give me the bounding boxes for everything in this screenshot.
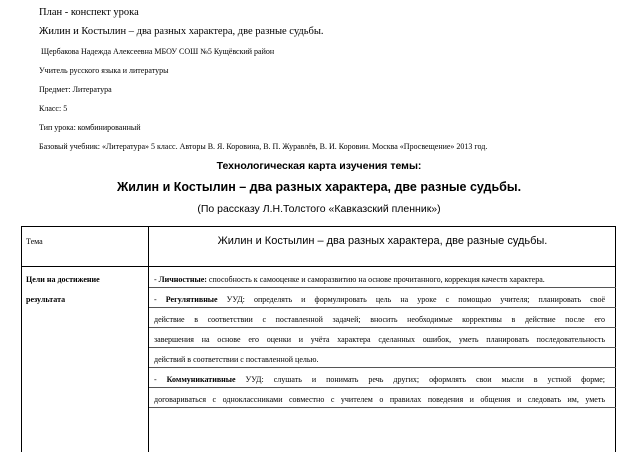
ruled-line xyxy=(149,387,616,388)
list-dash: - xyxy=(154,375,167,384)
communicative-goals-line2: договариваться с одноклассниками совместно с учителем о правилах поведения и общения и следовать им, уметь xyxy=(154,395,605,404)
personal-text: способность к самооценке и саморазвитию на основе прочитанного, коррекция качеств характера. xyxy=(206,275,545,284)
textbook-line: Базовый учебник: «Литература» 5 класс. Авторы В. Я. Коровина, В. П. Журавлёв, В. И. Коровин. Москва «Просвещение» 2013 год. xyxy=(39,142,488,151)
subject-line: Предмет: Литература xyxy=(39,85,112,94)
map-title: Технологическая карта изучения темы: xyxy=(216,160,422,172)
theme-label: Тема xyxy=(26,237,43,246)
communicative-goals-line1 xyxy=(154,376,605,384)
ruled-line xyxy=(149,287,616,288)
map-source: (По рассказу Л.Н.Толстого «Кавказский пленник») xyxy=(197,203,441,215)
regulative-text: УУД: определять и формулировать цель на уроке с помощью учителя; планировать своё xyxy=(217,295,605,304)
regulative-title: Регулятивные xyxy=(165,295,218,304)
goals-label-cont: результата xyxy=(26,295,66,304)
regulative-goals-line4: действий в соответствии с поставленной целью. xyxy=(154,355,319,364)
list-dash: - xyxy=(154,295,166,304)
author-line: Щербакова Надежда Алексеевна МБОУ СОШ №5 Кущёвский район xyxy=(41,47,275,56)
ruled-line xyxy=(149,407,616,408)
regulative-goals-line1 xyxy=(154,296,605,304)
ruled-line xyxy=(149,347,616,348)
personal-title: Личностные: xyxy=(158,275,207,284)
grade-line: Класс: 5 xyxy=(39,104,68,113)
communicative-text: УУД: слушать и понимать речь других; оформлять свои мысли в устной форме; xyxy=(235,375,606,384)
position-line: Учитель русского языка и литературы xyxy=(39,66,169,75)
ruled-line xyxy=(149,327,616,328)
theme-value: Жилин и Костылин – два разных характера, две разные судьбы. xyxy=(217,235,548,247)
regulative-goals-line3: завершения на основе его оценки и учёта характера сделанных ошибок, уметь планировать последовательность xyxy=(154,335,605,344)
map-topic: Жилин и Костылин – два разных характера, две разные судьбы. xyxy=(116,180,522,194)
personal-goals xyxy=(154,276,605,284)
doc-heading: План - конспект урока xyxy=(39,7,139,18)
lesson-type-line: Тип урока: комбинированный xyxy=(39,123,141,132)
table-column-divider xyxy=(148,226,149,452)
goals-label: Цели на достижение xyxy=(26,275,100,284)
table-row-divider xyxy=(21,266,616,267)
ruled-line xyxy=(149,367,616,368)
list-dash: - xyxy=(154,275,159,284)
communicative-title: Коммуникативные xyxy=(166,375,236,384)
ruled-line xyxy=(149,307,616,308)
regulative-goals-line2: действие в соответствии с поставленной задачей; вносить необходимые коррективы в действие после его xyxy=(154,315,605,324)
lesson-topic-line: Жилин и Костылин – два разных характера, две разные судьбы. xyxy=(39,26,324,37)
